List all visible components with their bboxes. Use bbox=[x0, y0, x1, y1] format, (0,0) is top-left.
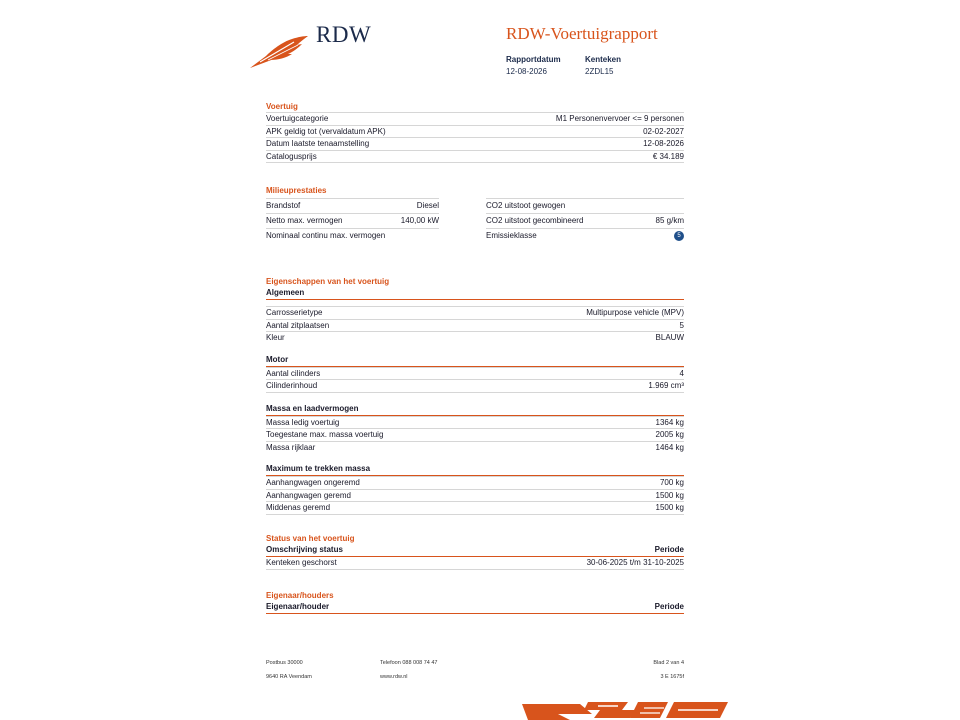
row-value: € 34.189 bbox=[652, 151, 684, 161]
row-value: 1364 kg bbox=[655, 417, 684, 427]
row-value: 2005 kg bbox=[655, 430, 684, 439]
logo-text: RDW bbox=[316, 22, 372, 47]
row-value: Multipurpose vehicle (MPV) bbox=[586, 308, 684, 317]
row-value: 1464 kg bbox=[655, 442, 684, 452]
footer-code: 3 E 1675f bbox=[660, 674, 684, 680]
emissieklasse-badge: 5 bbox=[674, 231, 684, 241]
row-label: Aanhangwagen geremd bbox=[266, 490, 351, 500]
table-row bbox=[266, 476, 684, 489]
row-value bbox=[674, 229, 684, 243]
footer-postbus: Postbus 30000 bbox=[266, 660, 303, 666]
row-label: Cilinderinhoud bbox=[266, 381, 318, 390]
status-header bbox=[266, 544, 684, 557]
row-label: Carrosserietype bbox=[266, 308, 323, 317]
row-label: Massa ledig voertuig bbox=[266, 417, 340, 427]
row-label: Massa rijklaar bbox=[266, 442, 316, 452]
row-value: 700 kg bbox=[659, 478, 684, 487]
row-value: 30-06-2025 t/m 31-10-2025 bbox=[586, 558, 684, 567]
row-value: 85 g/km bbox=[655, 216, 684, 225]
footer-website[interactable]: www.rdw.nl bbox=[380, 674, 408, 680]
subsection-title bbox=[266, 463, 684, 476]
row-value: 5 bbox=[679, 320, 684, 330]
kenteken bbox=[585, 55, 621, 76]
subsection-title bbox=[266, 354, 684, 367]
subsection-title bbox=[266, 403, 684, 416]
row-value: 140,00 kW bbox=[400, 216, 439, 225]
column-header: Eigenaar/houder bbox=[266, 602, 330, 611]
table-row bbox=[486, 198, 684, 213]
decorative-stripes-icon bbox=[518, 700, 738, 720]
row-value: 4 bbox=[679, 368, 684, 378]
spacer bbox=[266, 393, 684, 403]
table-row bbox=[266, 198, 439, 213]
row-label: Voertuigcategorie bbox=[266, 114, 329, 123]
section-milieuprestaties bbox=[266, 186, 684, 243]
row-label: Datum laatste tenaamstelling bbox=[266, 139, 370, 148]
section-voertuig bbox=[266, 102, 684, 163]
row-label: Netto max. vermogen bbox=[266, 216, 343, 225]
row-label: CO2 uitstoot gecombineerd bbox=[486, 216, 584, 225]
section-title: Eigenschappen van het voertuig bbox=[266, 277, 390, 286]
row-label: CO2 uitstoot gewogen bbox=[486, 201, 566, 210]
row-label: Brandstof bbox=[266, 201, 301, 210]
row-label: Middenas geremd bbox=[266, 503, 331, 512]
table-row bbox=[266, 489, 684, 502]
milieu-grid bbox=[266, 198, 684, 243]
column-header: Periode bbox=[654, 545, 684, 554]
milieu-left-column bbox=[266, 198, 475, 243]
rapportdatum-value: 12-08-2026 bbox=[506, 67, 547, 76]
table-row bbox=[486, 228, 684, 243]
rapportdatum-label: Rapportdatum bbox=[506, 55, 561, 64]
subsection-label: Maximum te trekken massa bbox=[266, 464, 371, 473]
row-label: Nominaal continu max. vermogen bbox=[266, 231, 386, 240]
table-row bbox=[266, 501, 684, 515]
subsection-label: Motor bbox=[266, 354, 289, 364]
row-value: 12-08-2026 bbox=[643, 139, 684, 148]
row-label: Aanhangwagen ongeremd bbox=[266, 478, 360, 487]
row-label: Aantal cilinders bbox=[266, 368, 321, 378]
table-row bbox=[266, 331, 684, 344]
rapportdatum bbox=[506, 55, 561, 76]
rdw-feather-icon bbox=[248, 30, 310, 70]
row-label: Catalogusprijs bbox=[266, 151, 317, 161]
row-label: Kenteken geschorst bbox=[266, 558, 337, 567]
footer-plaats: 9640 RA Veendam bbox=[266, 674, 312, 680]
table-row bbox=[266, 441, 684, 454]
table-row bbox=[266, 125, 684, 138]
section-eigenschappen bbox=[266, 277, 684, 515]
section-title: Eigenaar/houders bbox=[266, 591, 334, 600]
table-row bbox=[266, 379, 684, 393]
spacer bbox=[266, 344, 684, 354]
table-row bbox=[266, 228, 439, 243]
subsection-title bbox=[266, 287, 684, 300]
section-eigenaar bbox=[266, 591, 684, 614]
row-value: 1500 kg bbox=[655, 503, 684, 512]
section-title: Milieuprestaties bbox=[266, 186, 327, 195]
table-row bbox=[266, 137, 684, 150]
table-row bbox=[486, 213, 684, 228]
eigenaar-header bbox=[266, 601, 684, 614]
row-label: APK geldig tot (vervaldatum APK) bbox=[266, 126, 386, 136]
column-header: Omschrijving status bbox=[266, 545, 343, 554]
row-value: 1500 kg bbox=[655, 490, 684, 500]
row-label: Toegestane max. massa voertuig bbox=[266, 430, 384, 439]
row-label: Kleur bbox=[266, 333, 285, 342]
row-value: M1 Personenvervoer <= 9 personen bbox=[555, 114, 684, 123]
row-value: 1.969 cm³ bbox=[648, 381, 684, 390]
section-title: Status van het voertuig bbox=[266, 534, 355, 543]
table-row bbox=[266, 150, 684, 164]
table-row bbox=[266, 416, 684, 429]
kenteken-value: 2ZDL15 bbox=[585, 67, 614, 76]
table-row bbox=[266, 367, 684, 380]
row-value: BLAUW bbox=[655, 333, 684, 342]
row-value: Diesel bbox=[416, 201, 439, 210]
report-title: RDW-Voertuigrapport bbox=[506, 24, 658, 43]
table-row bbox=[266, 428, 684, 441]
table-row bbox=[266, 557, 684, 570]
subsection-label: Algemeen bbox=[266, 288, 305, 297]
section-status bbox=[266, 534, 684, 570]
row-label: Emissieklasse bbox=[486, 231, 537, 240]
column-header: Periode bbox=[654, 602, 684, 611]
subsection-label: Massa en laadvermogen bbox=[266, 403, 359, 413]
milieu-right-column bbox=[475, 198, 684, 243]
row-label: Aantal zitplaatsen bbox=[266, 320, 330, 330]
section-title: Voertuig bbox=[266, 102, 298, 111]
footer-telefoon: Telefoon 088 008 74 47 bbox=[380, 660, 438, 666]
spacer bbox=[266, 453, 684, 463]
footer-page-number: Blad 2 van 4 bbox=[653, 660, 684, 666]
row-value: 02-02-2027 bbox=[643, 126, 684, 136]
table-row bbox=[266, 112, 684, 125]
table-row bbox=[266, 213, 439, 228]
table-row bbox=[266, 306, 684, 319]
rdw-logo bbox=[248, 22, 418, 72]
table-row bbox=[266, 319, 684, 332]
kenteken-label: Kenteken bbox=[585, 55, 622, 64]
